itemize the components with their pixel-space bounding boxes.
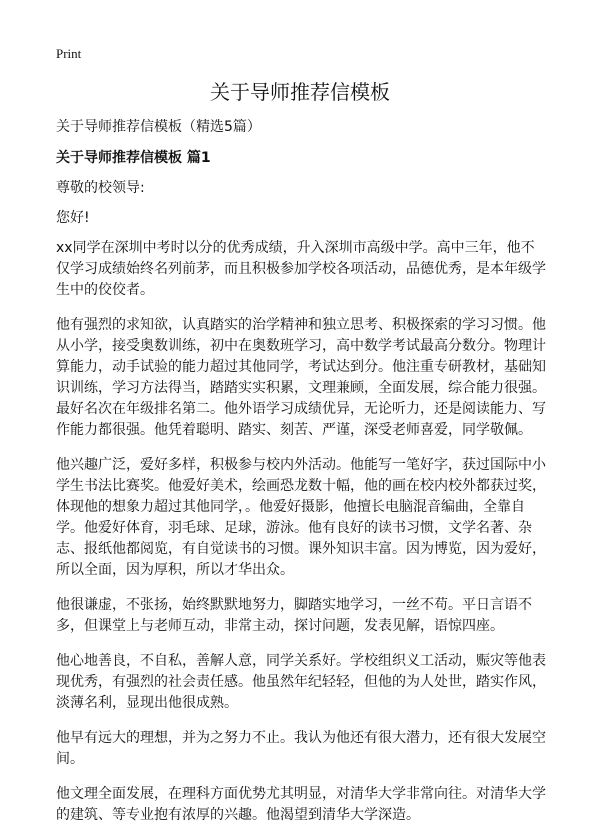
body-paragraph: xx同学在深圳中考时以分的优秀成绩，升入深圳市高级中学。高中三年，他不仅学习成绩始终名列前茅，而且积极参加学校各项活动，品德优秀，是本年级学生中的佼佼者。 — [56, 240, 546, 298]
body-paragraph: 他有强烈的求知欲，认真踏实的治学精神和独立思考、积极探索的学习习惯。他从小学，接受奥数训练，初中在奥数班学习，高中数学考试最高分数分。物理计算能力，动手试验的能力超过其他同学，考试达到分。他注重专研教材，基础知识训练，学习方法得当，踏踏实实积累，文理兼顾，全面发展，综合能力很强。最好名次在年级排名第二。他外语学习成绩优异，无论听力，还是阅读能力、写作能力都很强。他凭着聪明、踏实、刻苦、严谨，深受老师喜爱，同学敬佩。 — [56, 317, 546, 438]
body-paragraph: 他兴趣广泛，爱好多样，积极参与校内外活动。他能写一笔好字，获过国际中小学生书法比赛奖。他爱好美术，绘画恐龙数十幅，他的画在校内校外都获过奖，体现他的想象力超过其他同学，。他爱好摄影，他擅长电脑混音编曲，全靠自学。他爱好体育，羽毛球、足球，游泳。他有良好的读书习惯，文学名著、杂志、报纸他都阅览，有自觉读书的习惯。课外知识丰富。因为博览，因为爱好，所以全面，因为厚积，所以才华出众。 — [56, 457, 546, 578]
body-paragraph: 他文理全面发展，在理科方面优势尤其明显，对清华大学非常向往。对清华大学的建筑、等专业抱有浓厚的兴趣。他渴望到清华大学深造。 — [56, 786, 546, 823]
section-heading: 关于导师推荐信模板 篇1 — [56, 150, 211, 166]
body-paragraph: 他早有远大的理想，并为之努力不止。我认为他还有很大潜力，还有很大发展空间。 — [56, 730, 546, 767]
document-body — [56, 117, 548, 840]
body-paragraph: 他心地善良，不自私，善解人意，同学关系好。学校组织义工活动，赈灾等他表现优秀，有强烈的社会责任感。他虽然年纪轻轻，但他的为人处世，踏实作风，淡薄名利，显现出他很成熟。 — [56, 653, 546, 711]
print-link[interactable]: Print — [56, 46, 82, 61]
salutation: 尊敬的校领导: — [56, 180, 145, 196]
body-paragraph: 他很谦虚，不张扬，始终默默地努力，脚踏实地学习，一丝不苟。平日言语不多，但课堂上与老师互动，非常主动，探讨问题，发表见解，语惊四座。 — [56, 597, 532, 634]
document-subtitle: 关于导师推荐信模板（精选5篇） — [56, 119, 261, 135]
greeting: 您好! — [56, 210, 90, 226]
document-title: 关于导师推荐信模板 — [210, 80, 390, 104]
